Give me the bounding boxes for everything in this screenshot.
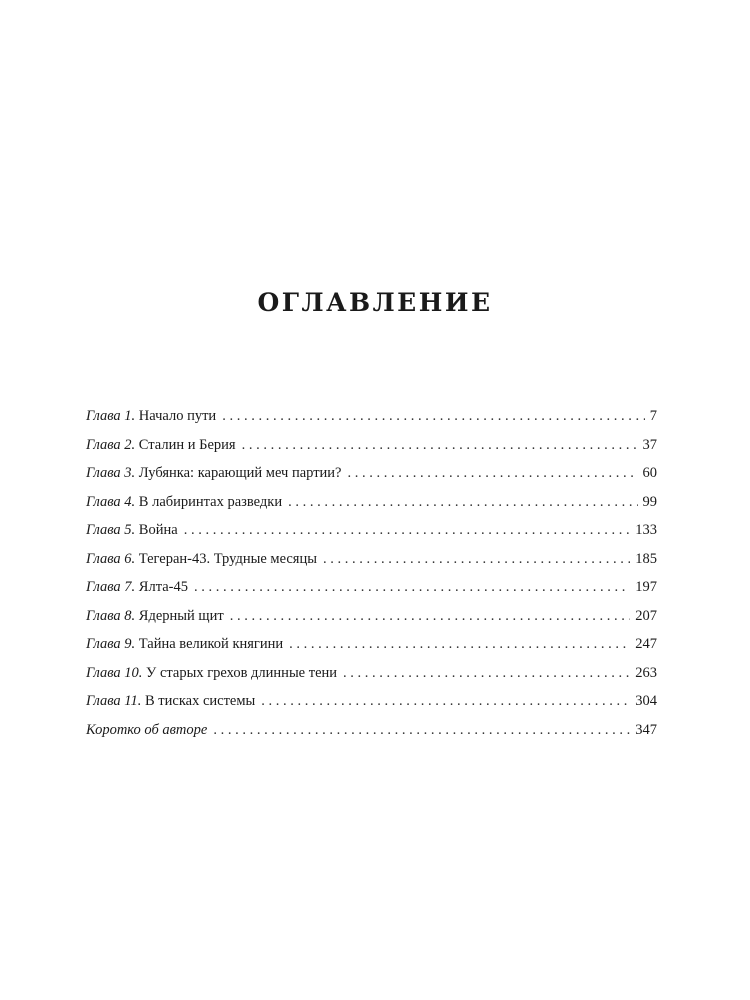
entry-chapter: Глава 11. (86, 693, 142, 709)
entry-title: Война (135, 522, 178, 538)
dot-leader (261, 693, 630, 710)
entry-chapter: Глава 2. (86, 436, 136, 453)
entry-chapter: Коротко об авторе (86, 721, 208, 738)
dot-leader (184, 522, 631, 539)
entry-page-number: 263 (635, 664, 657, 681)
entry-title: Тайна великой княгини (135, 636, 284, 652)
toc-entry (86, 465, 657, 494)
entry-label (86, 465, 342, 482)
dot-leader (230, 608, 631, 625)
entry-label (86, 722, 207, 739)
entry-title: В тисках системы (141, 693, 256, 709)
entry-chapter: Глава 1. (86, 408, 136, 424)
entry-page-number: 247 (635, 636, 657, 652)
table-of-contents (86, 408, 657, 750)
entry-page-number: 197 (635, 579, 657, 595)
entry-title: Лубянка: карающий меч партии? (135, 465, 342, 481)
entry-label (86, 522, 178, 539)
entry-title: Ялта-45 (135, 579, 188, 595)
toc-entry (86, 579, 657, 608)
page-title: ОГЛАВЛЕНИЕ (257, 288, 493, 317)
entry-page-number: 60 (642, 465, 657, 481)
toc-entry (86, 722, 657, 751)
entry-chapter: Глава 5. (86, 522, 136, 538)
dot-leader (343, 665, 630, 682)
entry-chapter: Глава 9. (86, 636, 136, 652)
entry-title: Ядерный щит (135, 607, 224, 624)
entry-page-number: 133 (635, 522, 657, 538)
entry-chapter: Глава 8. (86, 607, 136, 624)
entry-page-number: 207 (635, 607, 657, 624)
dot-leader (222, 408, 645, 425)
entry-page-number: 99 (642, 493, 657, 510)
dot-leader (194, 579, 630, 596)
dot-leader (289, 636, 630, 653)
dot-leader (213, 722, 630, 739)
entry-label (86, 437, 236, 454)
entry-page-number: 185 (635, 550, 657, 567)
dot-leader (242, 437, 638, 454)
entry-label (86, 579, 188, 596)
toc-entry (86, 636, 657, 665)
entry-chapter: Глава 4. (86, 493, 136, 510)
dot-leader (288, 494, 637, 511)
entry-title: В лабиринтах разведки (135, 493, 283, 510)
dot-leader (323, 551, 630, 568)
toc-entry (86, 608, 657, 637)
toc-entry (86, 551, 657, 580)
entry-label (86, 494, 282, 511)
entry-title: Начало пути (135, 408, 217, 424)
entry-chapter: Глава 7. (86, 579, 136, 595)
entry-label (86, 693, 255, 710)
entry-label (86, 608, 224, 625)
entry-chapter: Глава 6. (86, 550, 136, 567)
toc-entry (86, 494, 657, 523)
entry-title: Сталин и Берия (135, 436, 236, 453)
entry-label (86, 636, 283, 653)
entry-page-number: 37 (642, 436, 657, 453)
toc-entry (86, 437, 657, 466)
entry-page-number: 304 (635, 693, 657, 709)
toc-entry (86, 522, 657, 551)
entry-label (86, 408, 216, 425)
toc-entry (86, 665, 657, 694)
entry-page-number: 7 (649, 408, 657, 424)
entry-label (86, 551, 317, 568)
entry-page-number: 347 (635, 721, 657, 738)
toc-entry (86, 693, 657, 722)
toc-entry (86, 408, 657, 437)
entry-chapter: Глава 10. (86, 664, 143, 681)
entry-label (86, 665, 337, 682)
entry-chapter: Глава 3. (86, 465, 136, 481)
entry-title: Тегеран-43. Трудные месяцы (135, 550, 317, 567)
dot-leader (348, 465, 638, 482)
entry-title: У старых грехов длинные тени (142, 664, 338, 681)
